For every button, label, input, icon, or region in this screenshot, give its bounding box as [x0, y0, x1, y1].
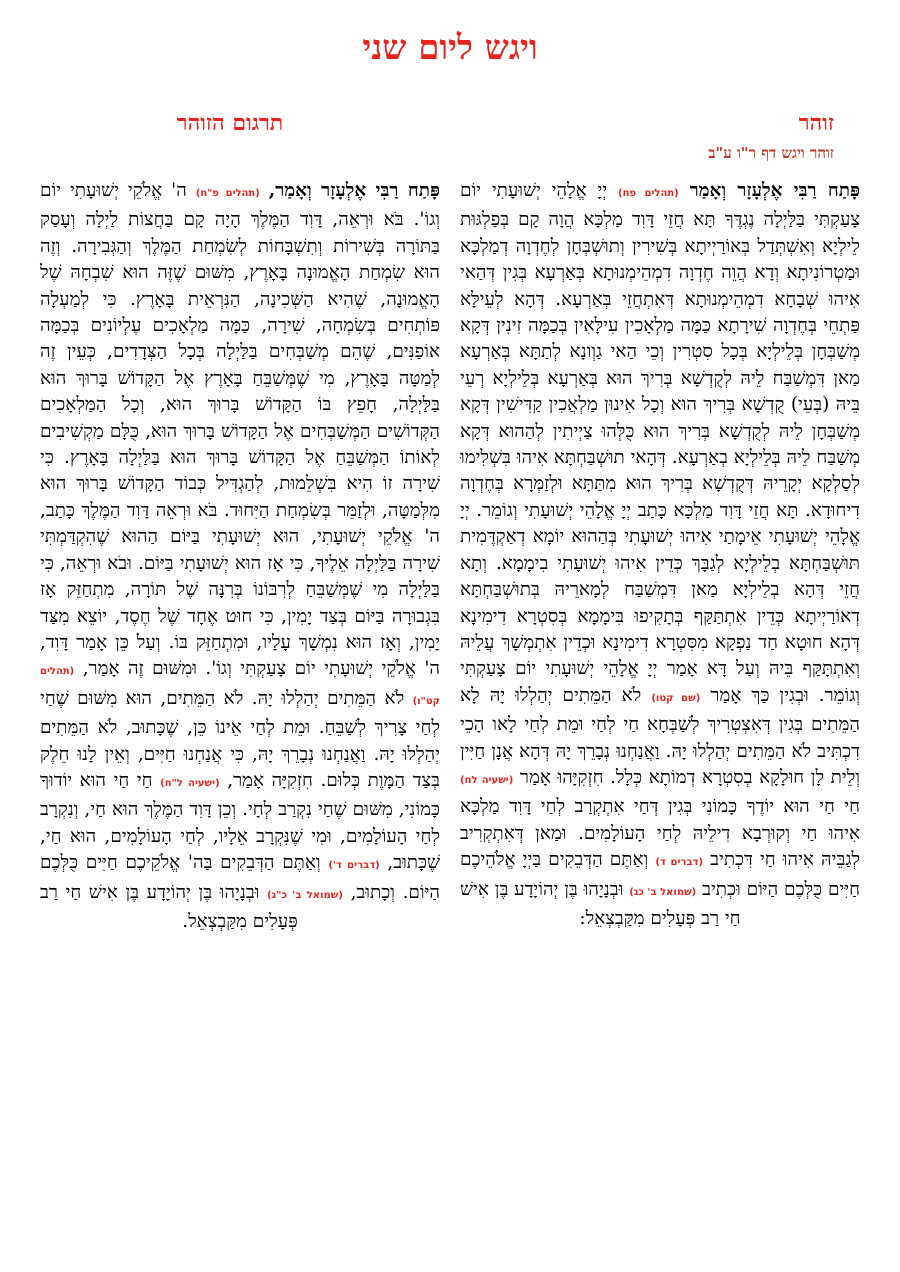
paragraph-text: ה' אֱלֹקֵי יְשׁוּעָתִי יוֹם וְגוֹ'. בֹּא וּרְאֵה, דָּוִד הַמֶּלֶךְ הָיָה קָם בַּחֲצוֹת לַיְלָה וְעָסַק בַּתּוֹרָה בְּשִׁירוֹת וְתִשְׁבָּחוֹת לְשִׂמְחַת הַמֶּלֶךְ וְהַגְּבִירָה. וְזֶה הוּא שִׂמְחַת הָאֱמוּנָה בָּאָרֶץ, מִשּׁוּם שֶׁזֶּה הוּא שִׁבְחָהּ שֶׁל הָאֱמוּנָה, שֶׁהִיא הַשְּׁכִינָה, הַנִּרְאֵית בָּאָרֶץ. כִּי לְמַעְלָה פּוֹתְחִים בְּשִׂמְחָה, שִׁירָה, כַּמָּה מַלְאָכִים עֶלְיוֹנִים בְּכַמָּה אוֹפַנִּים, שֶׁהֵם מְשַׁבְּחִים בַּלַּיְלָה בְּכָל הַצְּדָדִים, כְּעֵין זֶה לְמַטָּה בָּאָרֶץ, מִי שֶׁמְּשַׁבֵּחַ בָּאָרֶץ אֶל הַקָּדוֹשׁ בָּרוּךְ הוּא בַּלַּיְלָה, חָפֵץ בּוֹ הַקָּדוֹשׁ בָּרוּךְ הוּא, וְכָל הַמַּלְאָכִים הַקְּדוֹשִׁים הַמְּשַׁבְּחִים אֶל הַקָּדוֹשׁ בָּרוּךְ הוּא, כֻּלָּם מַקְשִׁיבִים לְאוֹתוֹ הַמְּשַׁבֵּחַ אֶל הַקָּדוֹשׁ בָּרוּךְ הוּא בַּלַּיְלָה בָּאָרֶץ. כִּי שִׁירָה זוֹ הִיא בִּשְׁלֵמוּת, לְהַגְדִּיל כְּבוֹד הַקָּדוֹשׁ בָּרוּךְ הוּא מִלְּמַטָּה, וּלְזַמֵּר בְּשִׂמְחַת הַיִּחוּד. בֹּא וּרְאֵה דָּוִד הַמֶּלֶךְ כָּתַב, ה' אֱלֹקֵי יְשׁוּעָתִי, הוּא יְשׁוּעָתִי בַּיּוֹם הַהוּא שֶׁהִקְדַּמְתִּי שִׁירָה בַּלַּיְלָה אֵלֶיךָ, כִּי אָז הוּא יְשׁוּעָתִי בַּיּוֹם. וּבֹא וּרְאֵה, כִּי בַּלַּיְלָה מִי שֶׁמְּשַׁבֵּחַ לְרִבּוֹנוֹ בְּרִנָּה שֶׁל תּוֹרָה, מִתְחַזֵּק אָז בִּגְבוּרָה בַּיּוֹם בְּצַד יָמִין, כִּי חוּט אֶחָד שֶׁל חֶסֶד, יוֹצֵא מִצַּד יָמִין, וְאָז הוּא נִמְשָׁךְ עָלָיו, וּמִתְחַזֵּק בּוֹ. וְעַל כֵּן אָמַר דָּוִד, ה' אֱלֹקֵי יְשׁוּעָתִי יוֹם צָעַקְתִּי וְגוֹ'. וּמִשּׁוּם זֶה אָמַר,	[40, 180, 440, 680]
verse-source: (שמואל ב' כ"ג)	[267, 889, 343, 901]
paragraph-text: וּבְנָיָהוּ בֶּן יְהוֹיָדָע בֶּן אִישׁ חַי רַב פְּעָלִים מִקַּבְצְאֵל.	[40, 881, 298, 932]
paragraph-text: וְאַתֶּם הַדְּבֵקִים בַּיְיָ אֱלֹהֵיכֶם חַיִּים כֻּלְּכֶם הַיּוֹם וּכְתִיב	[460, 849, 860, 900]
paragraph-text: לֹא הַמֵּתִים יְהַלְלוּ יָהּ. לֹא הַמֵּתִים, הוּא מִשּׁוּם שֶׁחַי לְחַי צָרִיךְ לְשַׁבֵּחַ. וּמֵת לְחַי אֵינוֹ כֵּן, שֶׁכָּתוּב, לֹא הַמֵּתִים יְהַלְלוּ יָהּ. וַאֲנַחְנוּ נְבָרֵךְ יָהּ, כִּי אֲנַחְנוּ חַיִּים, וְאֵין לָנוּ חֵלֶק בְּצַד הַמָּוֶת כְּלוּם. חִזְקִיָּה אָמַר,	[40, 687, 440, 791]
zohar-aramaic-column	[460, 178, 860, 932]
paragraph-text: וְאַתֶּם הַדְּבֵקִים בַּה' אֱלֹקֵיכֶם חַיִּים כֻּלְּכֶם הַיּוֹם. וְכָתוּב,	[40, 852, 440, 903]
paragraph-text: לֹא הַמֵּתִים יְהַלְלוּ יָהּ לָא הַמֵּתִים בְּגִין דְּאִצְטְרִיךְ לְשַׁבְּחָא חַי לְחַי וּמֵת לְחַי לָאו הָכֵי דִכְתִּיב לֹא הַמֵּתִים יְהַלְלוּ יָהּ. וַאֲנַחְנוּ נְבָרֵךְ יָהּ דְּהָא אֲנָן חַיִּין וְלֵית לָן חוּלָקָא בְסִטְרָא דְמוֹתָא כְּלָל. חִזְקִיָּהוּ אָמַר	[460, 684, 860, 788]
paragraph-text: חַי חַי הוּא יוֹדוּךָ כָּמוֹנִי, מִשּׁוּם שֶׁחַי נִקְרַב לְחָי. וְכֵן דָּוִד הַמֶּלֶךְ הוּא חַי, וְנִקְרָב לְחַי הָעוֹלָמִים, וּמִי שֶׁנִּקְרָב אֵלָיו, לְחַי הָעוֹלָמִים, הוּא חַי, שֶׁכָּתוּב,	[40, 769, 440, 874]
verse-source: (ישעיה לח)	[460, 774, 514, 786]
opening-phrase: פָּתַח רַבִּי אֶלְעָזָר וְאָמַר	[689, 180, 860, 201]
paragraph-text: וּבְנָיָהוּ בֶּן יְהוֹיָדָע בֶּן אִישׁ חַי רַב פְּעָלִים מִקַּבְצְאֵל:	[460, 878, 741, 929]
source-reference: זוהר ויגש דף ר"ו ע"ב	[708, 144, 834, 162]
verse-source: (דברים ד)	[655, 857, 704, 869]
page-title: ויגש ליום שני	[362, 28, 538, 68]
verse-source: (ישעיה ל"ח)	[160, 777, 220, 789]
verse-source: (תהלים קט"ו)	[40, 666, 440, 707]
paragraph-text: חַי חַי הוּא יוֹדֶךָ כָּמוֹנִי בְּגִין דְּחַי אִתְקְרַב לְחַי דָּוִד מַלְכָּא אִיהוּ חַי וְקוּרְבָא דִילֵיהּ לְחַי הָעוֹלָמִים. וּמַאן דְּאִתְקְרִיב לְגַבֵּיהּ אִיהוּ חַי דִּכְתִיב	[460, 796, 860, 871]
paragraph-text: יְיָ אֱלָהֵי יְשׁוּעָתִי יוֹם צָעַקְתִּי בַּלַּיְלָה נֶגְדֶּךָ תָּא חֲזֵי דָּוִד מַלְכָּא הֲוָה קָם בְּפַלְגּוּת לֵילְיָא וְאִשְׁתְּדַל בְּאוֹרַיְיתָא בְּשִׁירִין וְתוּשְׁבְּחָן לְחֶדְוָה דְמַלְכָּא וּמַטְרוֹנִיתָא וְדָא הֲוֵה חֶדְוָה דִמְהֵימְנוּתָא בְּאַרְעָא בְּגִין דְּהַאי אִיהוּ שְׁבָחָא דִמְהֵימְנוּתָא דְּאִתְחֲזֵי בְּאַרְעָא. דְּהָא לְעֵילָּא פַּתְחֵי בְּחֶדְוָה שִׁירָתָא כַּמָּה מַלְאָכִין עִילָּאִין בְּכַמָּה זִינִין דְּקָא מְשַׁבְּחָן בְּלֵילְיָא בְּכָל סִטְרִין וְכֵי הַאי גַוְונָא לְתַתָּא בְּאַרְעָא מַאן דִּמְשַׁבַּח לֵיהּ לְקֻדְשָׁא בְּרִיךְ הוּא בְּאַרְעָא בְּלֵילְיָא רְעֵי בֵּיהּ (בְּעֵי) קֻדְשָׁא בְּרִיךְ הוּא וְכָל אִינוּן מַלְאֲכִין קַדִּישִׁין דְּקָא מְשַׁבְּחָן לֵיהּ לְקֻדְשָׁא בְּרִיךְ הוּא כֻּלְּהוּ צַיְיתִין לְהַהוּא דְּקָא מְשַׁבַּח לֵיהּ בְּלֵילְיָא בְאַרְעָא. דְּהָאי תוּשְׁבַּחְתָּא אִיהוּ בִּשְׁלִימוּ לְסַלְקָא יְקָרֵיהּ דְּקֻדְשָׁא בְּרִיךְ הוּא מִתַּתָּא וּלְזַמְּרָא בְּחֶדְוָה דִיחוּדָא. תָּא חֲזֵי דָּוִד מַלְכָּא כָּתַב יְיָ אֱלָהֵי יְשׁוּעָתִי וְגוֹמֵר. יְיָ אֱלָהֵי יְשׁוּעָתִי אֵימָתַי אִיהוּ יְשׁוּעָתִי בְּהַהוּא יוֹמָא דְאַקְדֶּמִית תּוּשְׁבַּחְתָּא בְלֵילְיָא לְגַבָּךְ כְּדֵין אִיהוּ יְשׁוּעָתִי בִימָמָא. וְתָא חֲזֵי דְּהָא בְלֵילְיָא מַאן דִּמְשַׁבַּח לְמָארֵיהּ בְּתוּשְׁבַּחְתָּא דְאוֹרַיְיתָא כְּדֵין אִתְתַּקַּף בְּתָקִיפוּ בִּימָמָא בְּסִטְרָא דִימִינָא דְּהָא חוּטָא חַד נַפְקָא מִסִּטְרָא דִימִינָא וּכְדֵין אִתְמְשָׁךְ עֲלֵיהּ וְאִתְתָּקַּף בֵּיהּ וְעַל דָּא אָמַר יְיָ אֱלָהֵי יְשׁוּעָתִי יוֹם צָעַקְתִּי וְגוֹמֵר. וּבְגִין כַּךְ אָמַר	[460, 180, 860, 706]
zohar-column-heading: זוהר	[798, 110, 834, 136]
opening-phrase: פָּתַח רַבִּי אֶלְעָזָר וְאָמַר,	[268, 180, 440, 201]
translation-column-heading: תרגום הזוהר	[176, 110, 284, 136]
verse-source: (שם קטו)	[651, 692, 701, 704]
verse-source: (תהלים פ"ח)	[195, 188, 260, 199]
hebrew-translation-column	[40, 178, 440, 935]
verse-source: (שמואל ב' כג)	[629, 886, 697, 898]
verse-source: (דברים ד')	[328, 860, 380, 872]
verse-source: (תהלים פח)	[618, 188, 679, 199]
